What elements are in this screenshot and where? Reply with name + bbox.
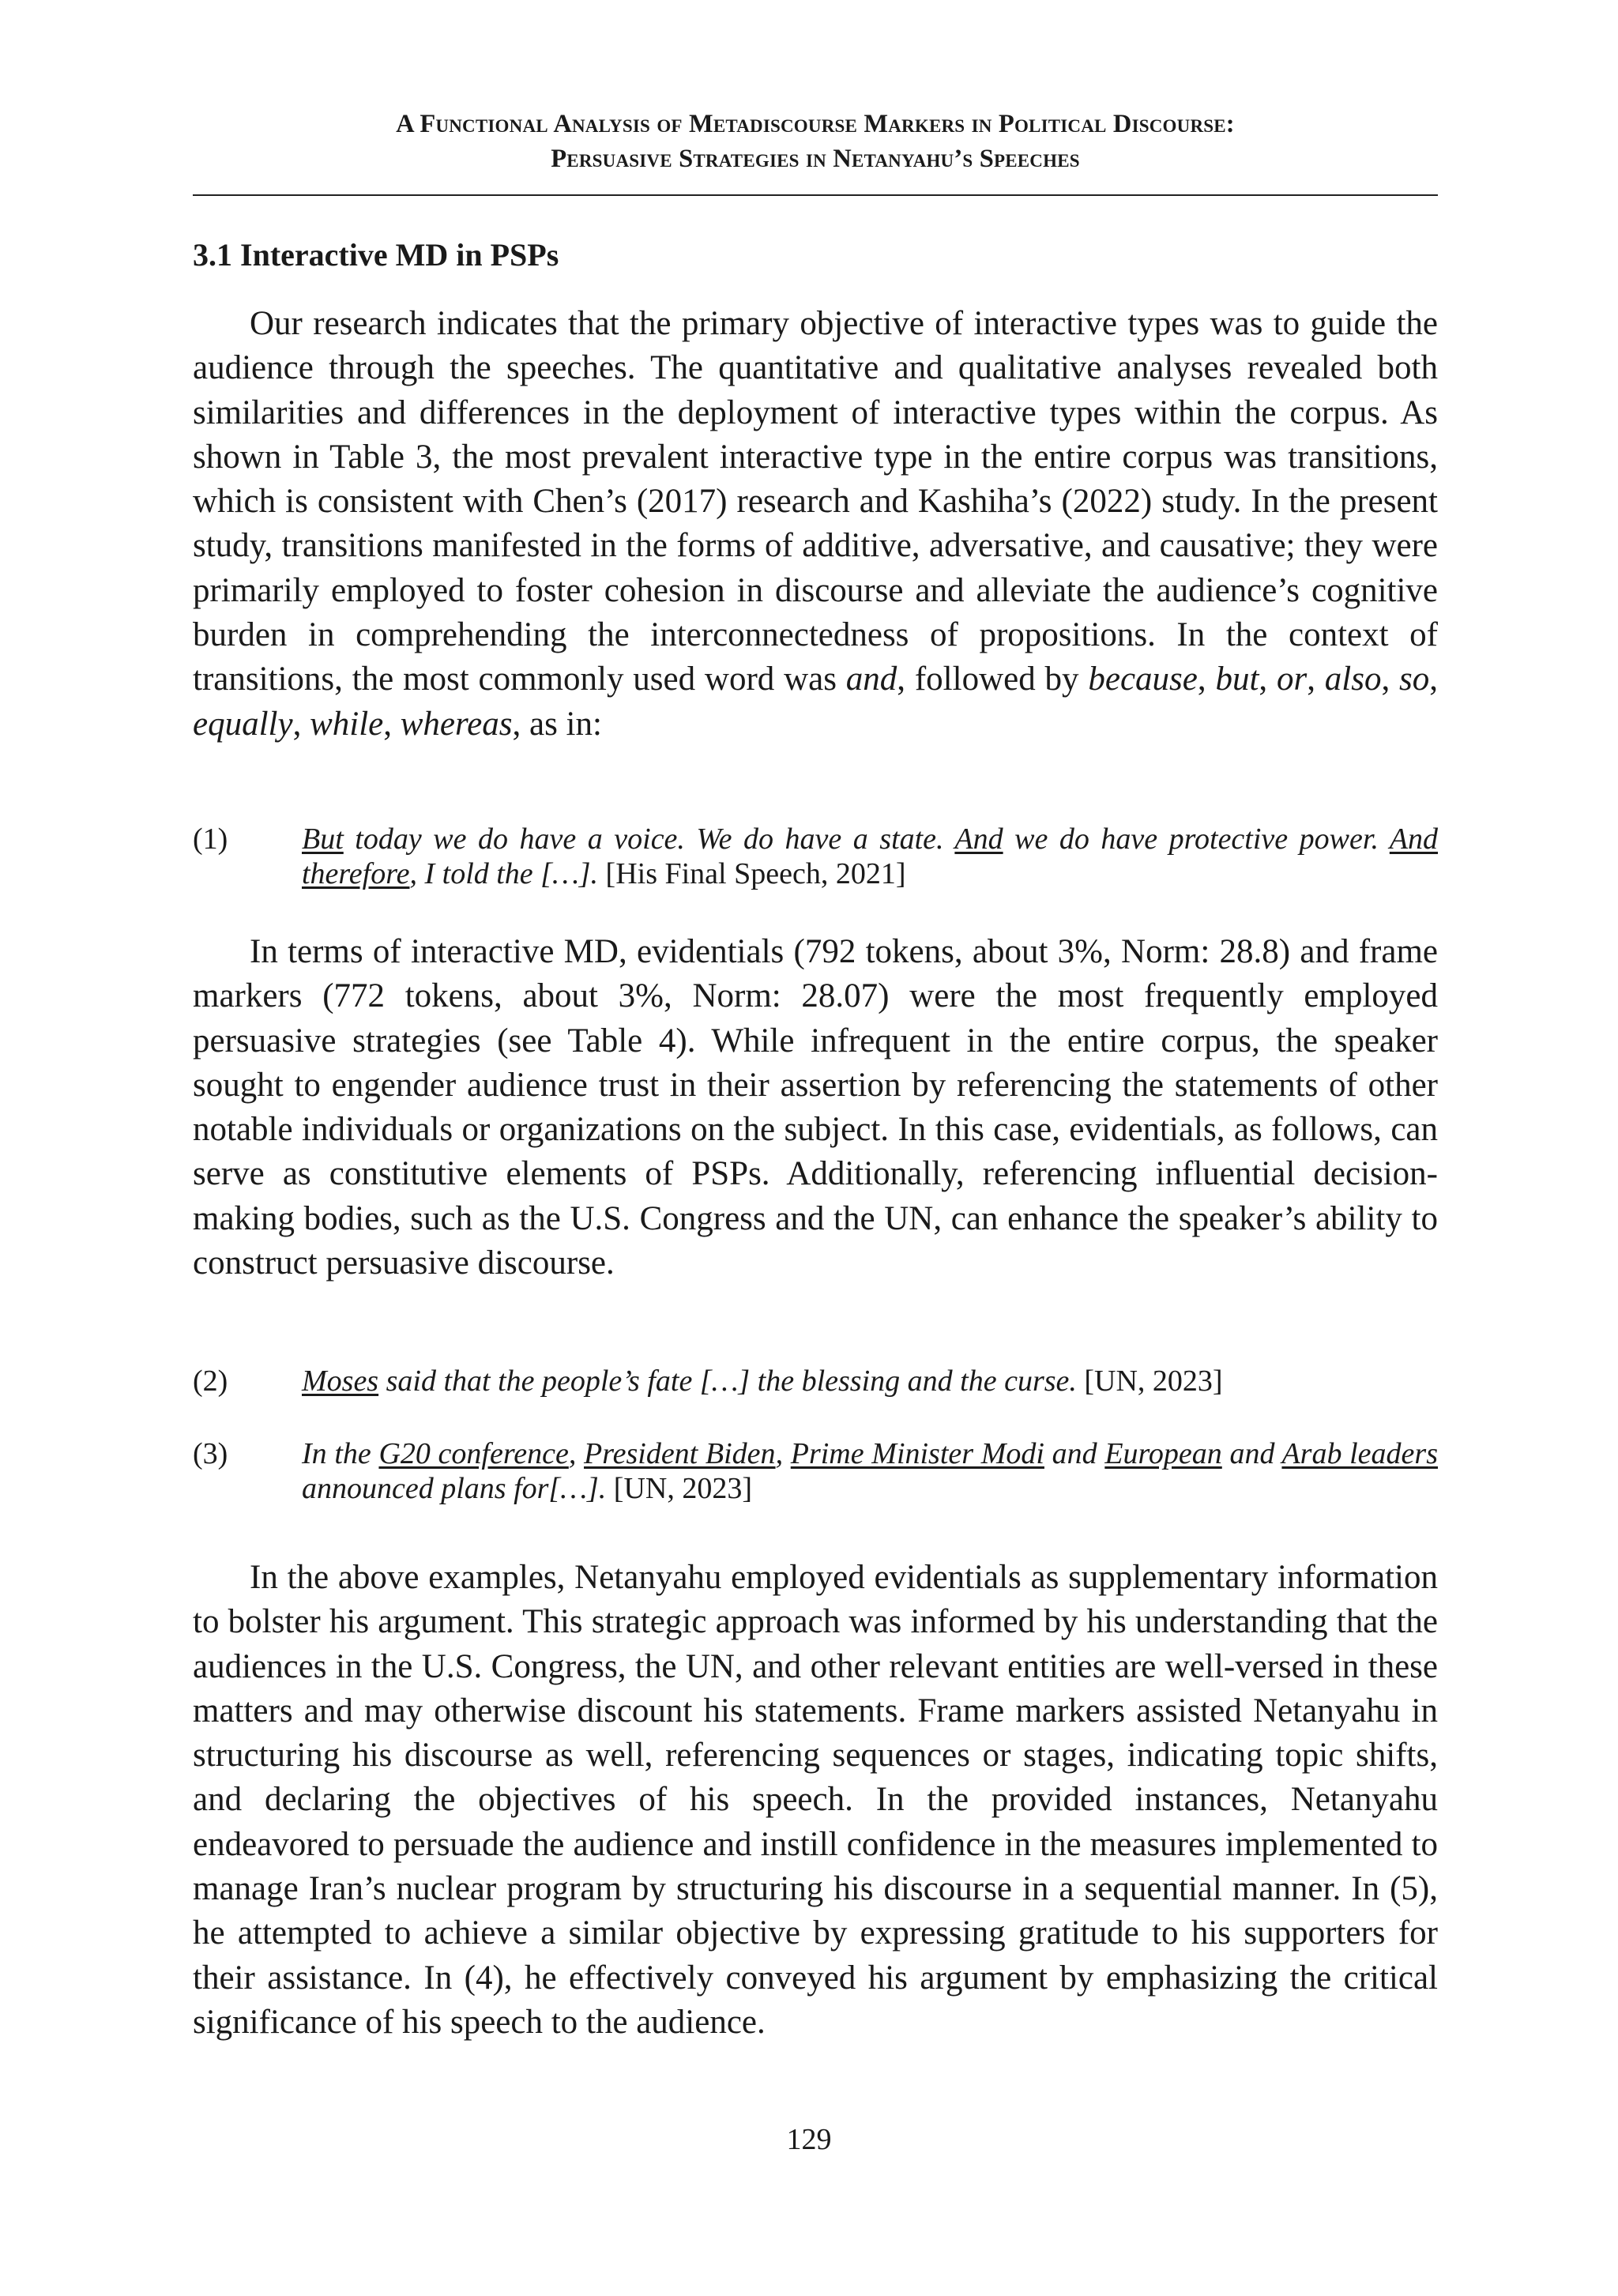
running-header-line-2: Persuasive Strategies in Netanyahu’s Speeches [551, 145, 1080, 173]
example-1-number: (1) [193, 822, 228, 856]
word-because: because [1088, 661, 1198, 698]
word-and: and [845, 661, 897, 698]
example-3-source: [UN, 2023] [606, 1472, 752, 1505]
word-equally: equally [193, 705, 293, 743]
word-whereas: whereas [400, 705, 513, 743]
running-header [193, 107, 1438, 176]
running-header-line-1: A Functional Analysis of Metadiscourse Markers in Political Discourse: [396, 110, 1235, 138]
example-1-body: But today we do have a voice. We do have a state. And we do have protective power. And therefore, I told the […]. [His Final Speech, 2021] [302, 822, 1439, 890]
example-3-body: In the G20 conference, President Biden, Prime Minister Modi and European and Arab leaders announced plans for[…]. [UN, 2023] [302, 1437, 1438, 1505]
paragraph-1: Our research indicates that the primary objective of interactive types was to guide the audience through the speeches. The quantitative and qualitative analyses revealed both similarities and differences in the deployment of interactive types within the corpus. As shown in Table 3, the most prevalent interactive type in the entire corpus was transitions, which is consistent with Chen’s (2017) research and Kashiha’s (2022) study. In the present study, transitions manifested in the forms of additive, adversative, and causative; they were primarily employed to foster cohesion in discourse and alleviate the audience’s cognitive burden in comprehending the interconnectedness of propositions. In the context of transitions, the most commonly used word was and, followed by because, but, or, also, so, equally, while, whereas, as in: [193, 305, 1439, 743]
word-also: also [1324, 661, 1382, 698]
example-2-body: Moses said that the people’s fate […] the blessing and the curse. [UN, 2023] [302, 1364, 1223, 1398]
paragraph-1-text: Our research indicates that the primary objective of interactive types was to guide the audience through the speeches. The quantitative and qualitative analyses revealed both similarities and differences in the deployment of interactive types within the corpus. As shown in Table 3, the most prevalent interactive type in the entire corpus was transitions, which is consistent with Chen’s (2017) research and Kashiha’s (2022) study. In the present study, transitions manifested in the forms of additive, adversative, and causative; they were primarily employed to foster cohesion in discourse and alleviate the audience’s cognitive burden in comprehending the interconnectedness of propositions. In the context of transitions, the most commonly used word was [193, 305, 1438, 698]
example-2-source: [UN, 2023] [1076, 1364, 1223, 1398]
paragraph-3: In the above examples, Netanyahu employed evidentials as supplementary information to bolster his argument. This strategic approach was informed by his understanding that the audiences in the U.S. Congress, the UN, and other relevant entities are well-versed in these matters and may otherwise discount his statements. Frame markers assisted Netanyahu in structuring his discourse as well, referencing sequences or stages, indicating topic shifts, and declaring the objectives of his speech. In the provided instances, Netanyahu endeavored to persuade the audience and instill confidence in the measures implemented to manage Iran’s nuclear program by structuring his discourse in a sequential manner. In (5), he attempted to achieve a similar objective by expressing gratitude to his supporters for their assistance. In (4), he effectively conveyed his argument by emphasizing the critical significance of his speech to the audience. [193, 1559, 1438, 2041]
example-3-number: (3) [193, 1437, 228, 1470]
section-heading: 3.1 Interactive MD in PSPs [193, 237, 559, 273]
paragraph-2: In terms of interactive MD, evidentials (792 tokens, about 3%, Norm: 28.8) and frame markers (772 tokens, about 3%, Norm: 28.07) were the most frequently employed persuasive strategies (see Table 4). While infrequent in the entire corpus, the speaker sought to engender audience trust in their assertion by referencing the statements of other notable individuals or organizations on the subject. In this case, evidentials, as follows, can serve as constitutive elements of PSPs. Additionally, referencing influential decision-making bodies, such as the U.S. Congress and the UN, can enhance the speaker’s ability to construct persuasive discourse. [193, 933, 1438, 1282]
word-while: while [310, 705, 384, 743]
word-so: so [1399, 661, 1430, 698]
example-2-number: (2) [193, 1364, 228, 1398]
example-1-source: [His Final Speech, 2021] [598, 857, 906, 890]
header-rule [193, 194, 1438, 196]
word-but: but [1215, 661, 1259, 698]
word-or: or [1276, 661, 1308, 698]
page-number: 129 [786, 2123, 832, 2156]
